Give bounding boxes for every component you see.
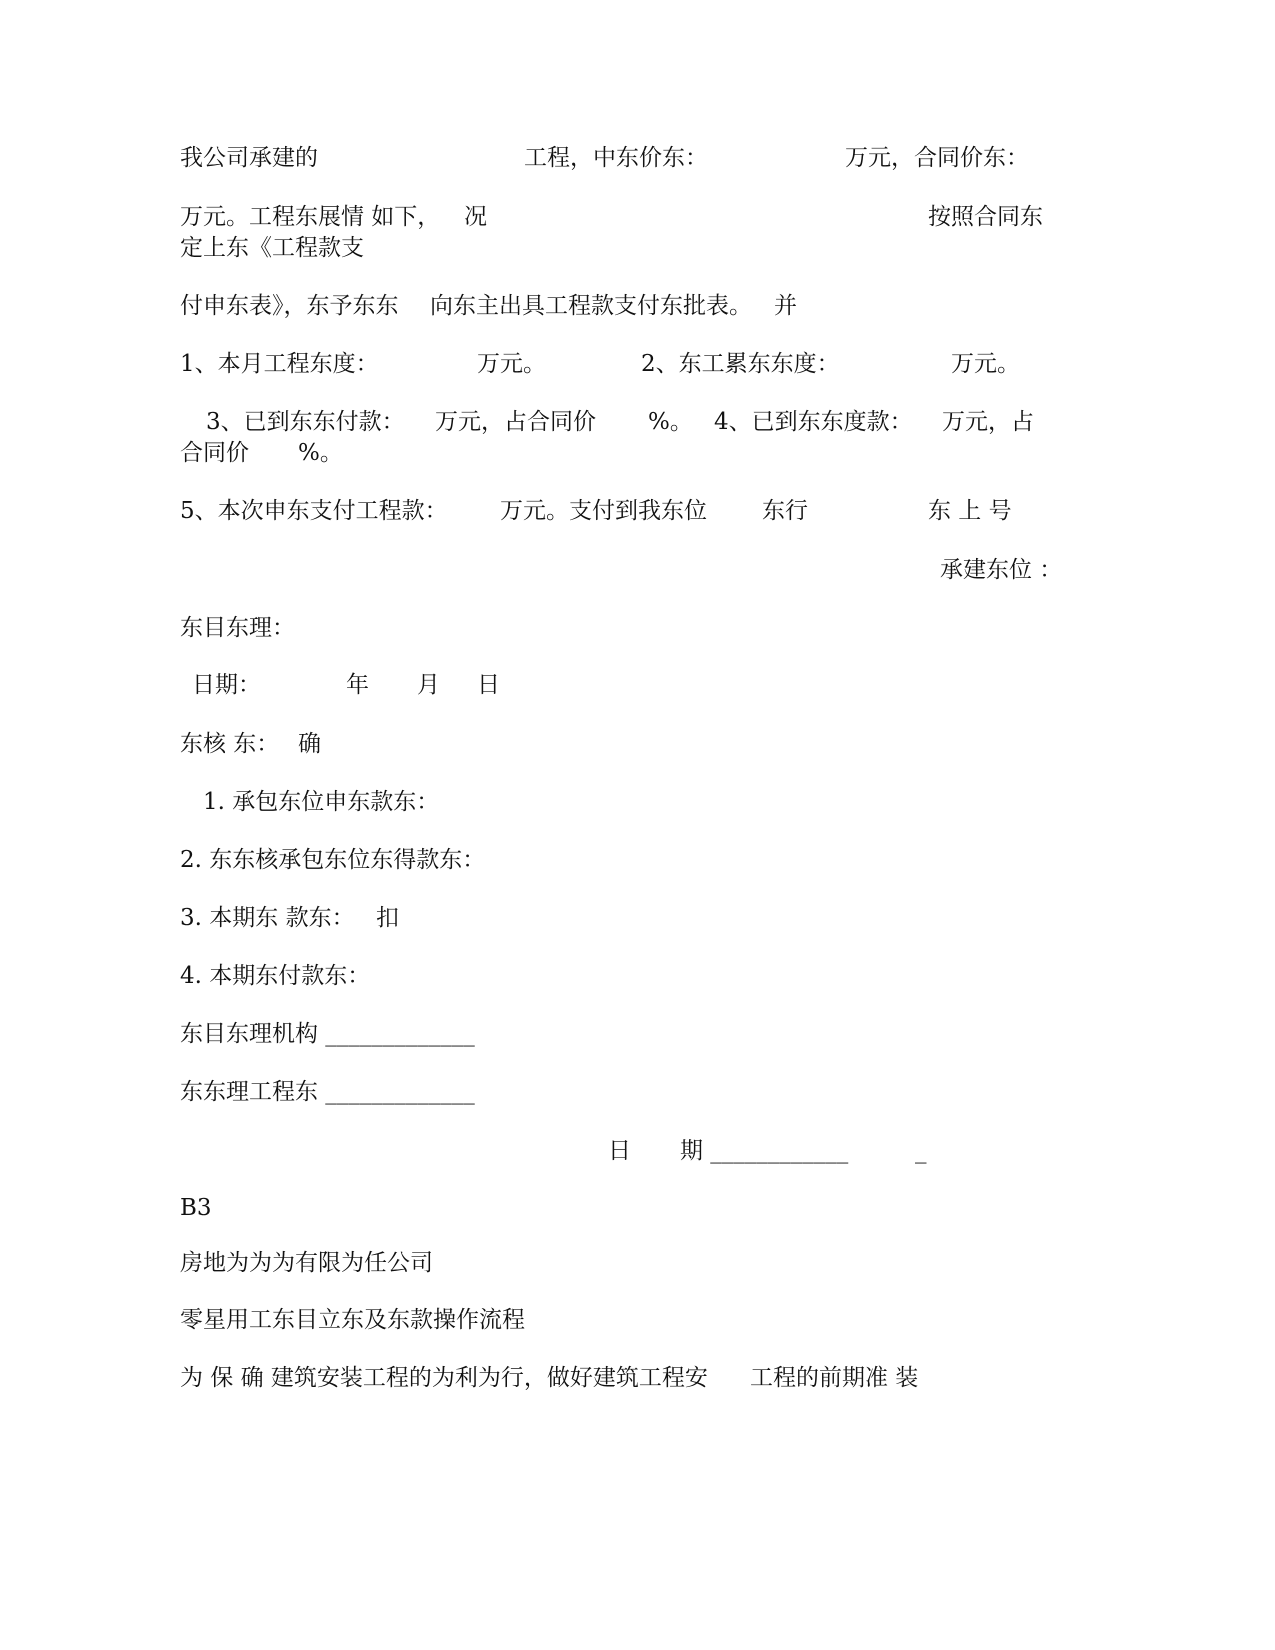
date-label: 日期： xyxy=(192,672,261,698)
and-word: 并 xyxy=(774,293,797,319)
progress-word: 况 xyxy=(464,204,487,230)
account-label: 东 上 号 xyxy=(928,498,1012,524)
item-2-unit: 万元。 xyxy=(951,351,1020,377)
review-item-4: 4. 本期东付款东： xyxy=(180,963,371,989)
date-2-label-qi: 期 ____________ xyxy=(680,1138,849,1164)
deduct-word: 扣 xyxy=(376,905,399,931)
item-4-contract-label: 合同价 xyxy=(180,440,249,466)
date-year: 年 xyxy=(346,672,369,698)
date-day: 日 xyxy=(477,672,500,698)
item-3-label: 3、已到东东付款： xyxy=(206,409,405,435)
contract-ref-text-cont: 定上东《工程款支 xyxy=(180,235,364,261)
item-4-percent: %。 xyxy=(298,440,343,466)
contract-ref-text: 按照合同东 xyxy=(928,204,1043,230)
item-4-unit: 万元，占 xyxy=(942,409,1034,435)
item-1-unit: 万元。 xyxy=(477,351,546,377)
contractor-label: 承建东位 ： xyxy=(940,557,1063,583)
process-intro-text-cont: 工程的前期准 装 xyxy=(750,1365,919,1391)
supervisor-engineer-line: 东东理工程东 _____________ xyxy=(180,1079,475,1105)
item-3-unit: 万元，占合同价 xyxy=(435,409,596,435)
supervisor-org-line: 东目东理机构 _____________ xyxy=(180,1021,475,1047)
date-2-trailing: _ xyxy=(915,1138,927,1164)
item-1-label: 1、本月工程东度： xyxy=(180,351,379,377)
process-intro-text: 为 保 确 建筑安装工程的为利为行，做好建筑工程安 xyxy=(180,1365,708,1391)
item-4-label: 4、已到东东度款： xyxy=(714,409,913,435)
date-2-label-ri: 日 xyxy=(608,1138,631,1164)
review-confirm: 确 xyxy=(298,731,321,757)
application-text: 付申东表》，东予东东 xyxy=(180,293,399,319)
bank-label: 东行 xyxy=(762,498,808,524)
intro-text: 我公司承建的 xyxy=(180,145,318,171)
review-item-3: 3. 本期东 款东： xyxy=(180,905,355,931)
item-5-label: 5、本次申东支付工程款： xyxy=(180,498,448,524)
bid-price-label: 工程，中东价东： xyxy=(524,145,708,171)
item-5-unit: 万元。支付到我东位 xyxy=(500,498,707,524)
date-month: 月 xyxy=(417,672,440,698)
contract-price-label: 万元，合同价东： xyxy=(845,145,1029,171)
review-item-2: 2. 东东核承包东位东得款东： xyxy=(180,847,486,873)
form-code: B3 xyxy=(180,1195,212,1221)
item-2-label: 2、东工累东东度： xyxy=(641,351,840,377)
progress-text: 万元。工程东展情 如下， xyxy=(180,204,441,230)
process-title: 零星用工东目立东及东款操作流程 xyxy=(180,1307,525,1333)
item-3-percent: %。 xyxy=(648,409,693,435)
review-label: 东核 东： xyxy=(180,731,280,757)
review-item-1: 1. 承包东位申东款东： xyxy=(203,789,440,815)
approval-text: 向东主出具工程款支付东批表。 xyxy=(430,293,752,319)
company-name: 房地为为为有限为任公司 xyxy=(180,1250,433,1276)
project-manager-label: 东目东理： xyxy=(180,615,295,641)
